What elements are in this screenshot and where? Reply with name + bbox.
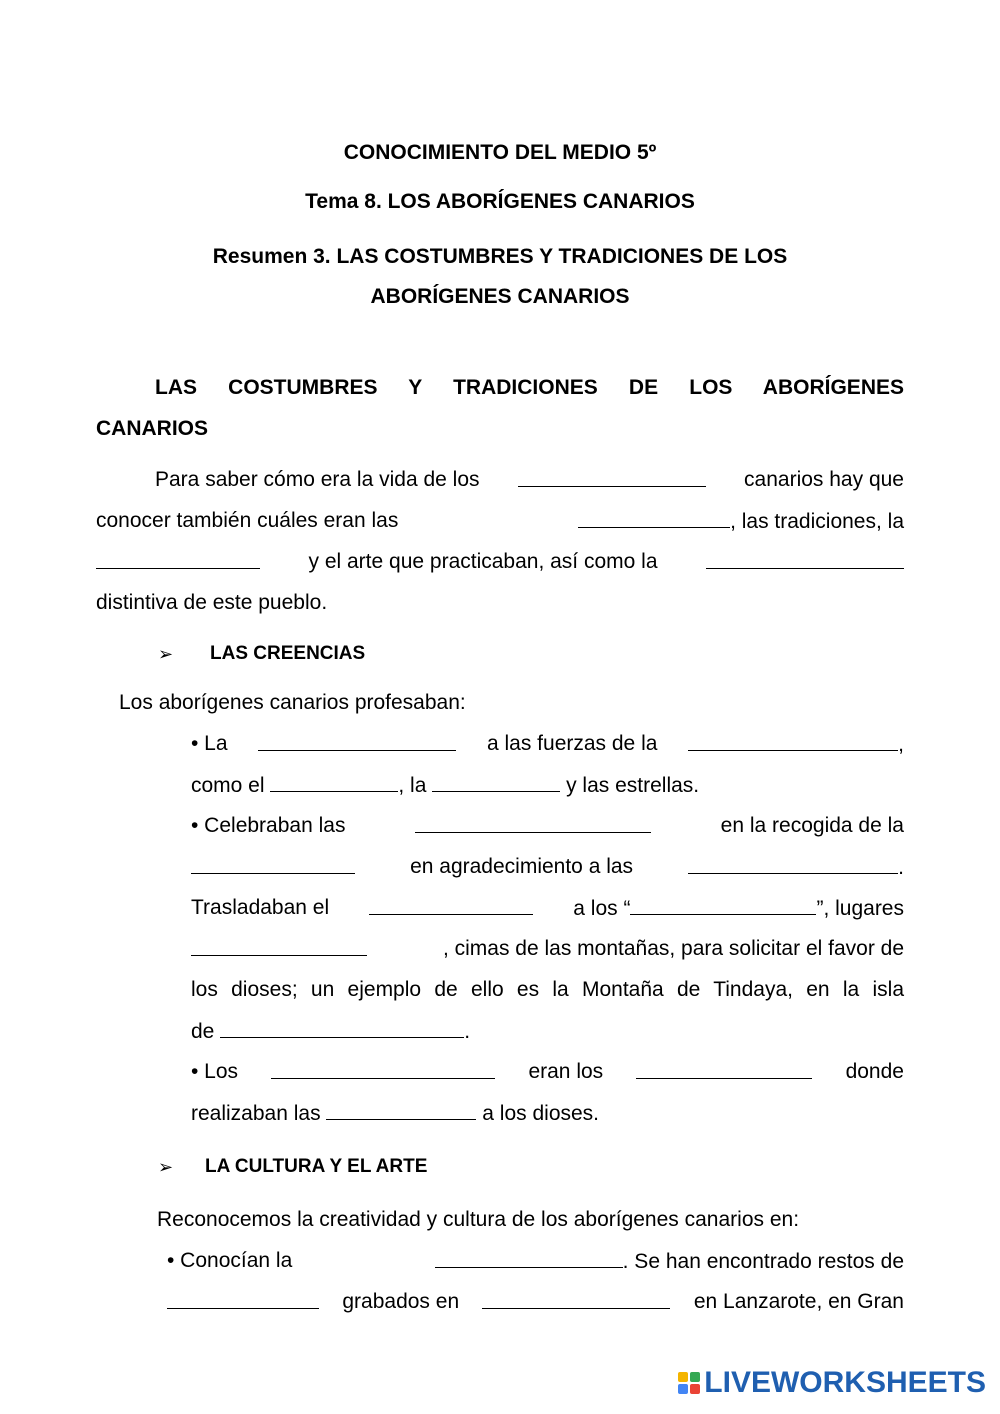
bullet-text: . (898, 856, 904, 879)
creencias-bullet-2-line6 (191, 1018, 470, 1045)
creencias-bullet-2 (191, 813, 904, 839)
blank-sagrados[interactable] (191, 936, 367, 956)
bullet-text: • Los (191, 1060, 239, 1083)
intro-line-1 (155, 467, 904, 493)
bullet-text: . Se han encontrado restos de (622, 1250, 904, 1273)
intro-text: Para saber cómo era la vida de los (155, 468, 480, 491)
bullet-text: en agradecimiento a las (410, 855, 634, 878)
bullet-text: donde (845, 1060, 904, 1083)
blank-sol[interactable] (270, 772, 398, 792)
bullet-text: ”, lugares (816, 897, 904, 920)
bullet-text: , la (398, 774, 427, 797)
liveworksheets-logo (678, 1366, 986, 1400)
bullet-text: • La (191, 732, 228, 755)
intro-text: , las tradiciones, la (730, 510, 904, 533)
bullet-text: • Celebraban las (191, 814, 346, 837)
cultura-intro: Reconocemos la creatividad y cultura de los aborígenes canarios en: (157, 1208, 800, 1231)
blank-naturaleza[interactable] (688, 731, 898, 751)
blank-adoracion[interactable] (258, 731, 456, 751)
summary-title-line2: ABORÍGENES CANARIOS (370, 285, 630, 308)
subheading-cultura: LA CULTURA Y EL ARTE (205, 1156, 428, 1177)
intro-text: y el arte que practicaban, así como la (308, 550, 658, 573)
blank-aborigenes[interactable] (518, 467, 706, 487)
blank-cultura[interactable] (96, 549, 260, 569)
blank-sacerdotes[interactable] (271, 1059, 495, 1079)
blank-ofrendas[interactable] (326, 1100, 476, 1120)
bullet-text: grabados en (342, 1290, 460, 1313)
bullet-text: Trasladaban el (191, 896, 330, 919)
blank-ganado[interactable] (369, 895, 533, 915)
logo-square (690, 1372, 700, 1382)
subheading-creencias: LAS CREENCIAS (210, 643, 366, 664)
bullet-text: , (898, 733, 904, 756)
section-heading-cont: CANARIOS (96, 417, 209, 440)
blank-simbolos[interactable] (167, 1289, 319, 1309)
creencias-bullet-1 (191, 731, 904, 758)
bullet-text: , cimas de las montañas, para solicitar el favor de (442, 937, 904, 960)
creencias-bullet-3-cont (191, 1100, 599, 1127)
blank-rocas[interactable] (482, 1289, 670, 1309)
bullet-text: • Conocían la (167, 1249, 293, 1272)
blank-fuerteventura[interactable] (220, 1018, 464, 1038)
intro-line-4: distintiva de este pueblo. (96, 591, 328, 614)
blank-fiestas[interactable] (415, 813, 651, 833)
arrow-bullet-icon: ➢ (158, 1157, 174, 1177)
bullet-text: en Lanzarote, en Gran (693, 1290, 904, 1313)
logo-square (690, 1384, 700, 1394)
topic-title: Tema 8. LOS ABORÍGENES CANARIOS (305, 190, 695, 213)
bullet-text: realizaban las (191, 1102, 321, 1125)
blank-almogaren[interactable] (630, 895, 816, 915)
creencias-bullet-2-line4 (191, 936, 904, 962)
creencias-bullet-2-line3 (191, 895, 904, 922)
logo-square (678, 1384, 688, 1394)
blank-forma[interactable] (706, 549, 904, 569)
bullet-text: . (464, 1020, 471, 1043)
intro-line-2 (96, 508, 904, 535)
liveworksheets-logo-icon (678, 1372, 700, 1394)
page-title: CONOCIMIENTO DEL MEDIO 5º (343, 141, 657, 164)
intro-text: conocer también cuáles eran las (96, 509, 399, 532)
bullet-text: y las estrellas. (566, 774, 700, 797)
arrow-bullet-icon: ➢ (158, 644, 174, 664)
creencias-bullet-2-line2 (191, 854, 904, 881)
summary-title-line1: Resumen 3. LAS COSTUMBRES Y TRADICIONES DE LOS (212, 245, 788, 268)
bullet-text: a los “ (573, 897, 631, 920)
bullet-text: a los dioses. (482, 1102, 600, 1125)
creencias-bullet-1-cont (191, 772, 699, 799)
cultura-bullet-1 (167, 1248, 904, 1275)
bullet-text: eran los (528, 1060, 604, 1083)
creencias-bullet-2-line5: los dioses; un ejemplo de ello es la Montaña de Tindaya, en la isla (191, 978, 904, 1001)
intro-text: canarios hay que (744, 468, 904, 491)
liveworksheets-logo-text: LIVEWORKSHEETS (704, 1366, 986, 1399)
blank-encargados[interactable] (636, 1059, 812, 1079)
bullet-text: a las fuerzas de la (486, 732, 658, 755)
logo-square (678, 1372, 688, 1382)
blank-divinidades[interactable] (688, 854, 898, 874)
creencias-intro: Los aborígenes canarios profesaban: (119, 691, 466, 714)
blank-cosecha[interactable] (191, 854, 355, 874)
intro-line-3 (96, 549, 904, 575)
blank-luna[interactable] (432, 772, 560, 792)
bullet-text: de (191, 1020, 215, 1043)
blank-creencias[interactable] (578, 508, 730, 528)
section-heading: LAS COSTUMBRES Y TRADICIONES DE LOS ABORÍGENES (155, 376, 904, 399)
cultura-bullet-1-line2 (167, 1289, 904, 1315)
bullet-text: en la recogida de la (720, 814, 904, 837)
bullet-text: como el (191, 774, 265, 797)
creencias-bullet-3 (191, 1059, 904, 1085)
blank-escritura[interactable] (435, 1248, 623, 1268)
